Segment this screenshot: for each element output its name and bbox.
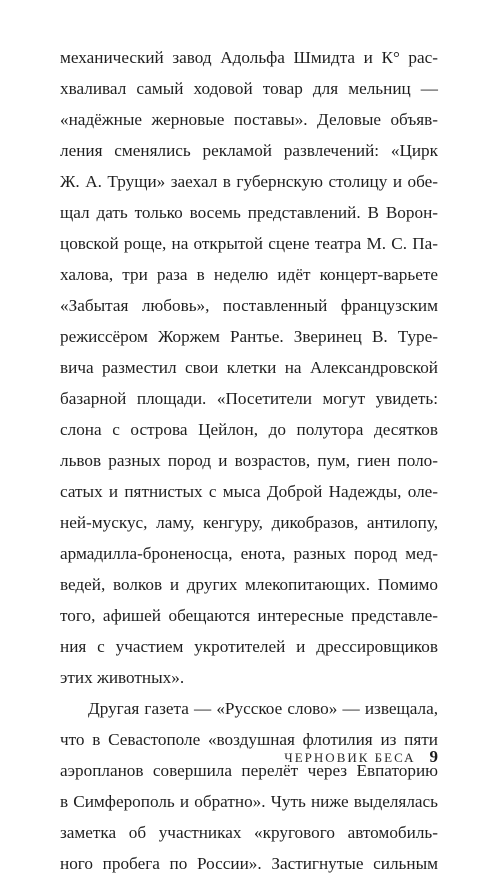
text-line: ведей, волков и других млекопитающих. Помимо bbox=[60, 575, 438, 594]
text-line: ного пробега по России». Застигнутые сильным bbox=[60, 854, 438, 873]
page-footer bbox=[60, 745, 438, 769]
text-line: слона с острова Цейлон, до полутора десятков bbox=[60, 420, 438, 439]
text-line: армадилла-броненосца, енота, разных пород мед- bbox=[60, 544, 438, 563]
text-line: ления сменялись рекламой развлечений: «Цирк bbox=[60, 141, 438, 160]
text-line: заметка об участниках «кругового автомобиль- bbox=[60, 823, 438, 842]
text-line: механический завод Адольфа Шмидта и К° рас- bbox=[60, 48, 438, 67]
text-line: аэропланов совершила перелёт через Евпаторию bbox=[60, 761, 438, 780]
text-line: «Забытая любовь», поставленный французским bbox=[60, 296, 438, 315]
text-line: щал дать только восемь представлений. В Ворон- bbox=[60, 203, 438, 222]
text-line: львов разных пород и возрастов, пум, гиен поло- bbox=[60, 451, 438, 470]
text-line: в Симферополь и обратно». Чуть ниже выделялась bbox=[60, 792, 438, 811]
text-line: этих животных». bbox=[60, 668, 185, 687]
text-line: Ж. А. Трущи» заехал в губернскую столицу и обе- bbox=[60, 172, 438, 191]
text-line: режиссёром Жоржем Рантье. Зверинец В. Туре- bbox=[60, 327, 438, 346]
text-line: цовской роще, на открытой сцене театра М. С. Па- bbox=[60, 234, 438, 253]
text-line: «надёжные жерновые поставы». Деловые объяв- bbox=[60, 110, 438, 129]
text-line: что в Севастополе «воздушная флотилия из пяти bbox=[60, 730, 438, 749]
paragraph-1 bbox=[60, 42, 438, 693]
page-number: 9 bbox=[429, 747, 438, 766]
text-line: ней-мускус, ламу, кенгуру, дикобразов, антилопу, bbox=[60, 513, 438, 532]
text-line: базарной площади. «Посетители могут увидеть: bbox=[60, 389, 438, 408]
text-line: халова, три раза в неделю идёт концерт-варьете bbox=[60, 265, 438, 284]
text-line: ния с участием укротителей и дрессировщиков bbox=[60, 637, 438, 656]
text-line: сатых и пятнистых с мыса Доброй Надежды, оле- bbox=[60, 482, 438, 501]
text-line: того, афишей обещаются интересные представле- bbox=[60, 606, 438, 625]
running-title: ЧЕРНОВИК БЕСА bbox=[284, 750, 416, 765]
text-line: Другая газета — «Русское слово» — извещала, bbox=[88, 699, 438, 718]
paragraph-2 bbox=[60, 693, 438, 879]
text-line: вича разместил свои клетки на Александровской bbox=[60, 358, 438, 377]
text-line: хваливал самый ходовой товар для мельниц — bbox=[60, 79, 438, 98]
